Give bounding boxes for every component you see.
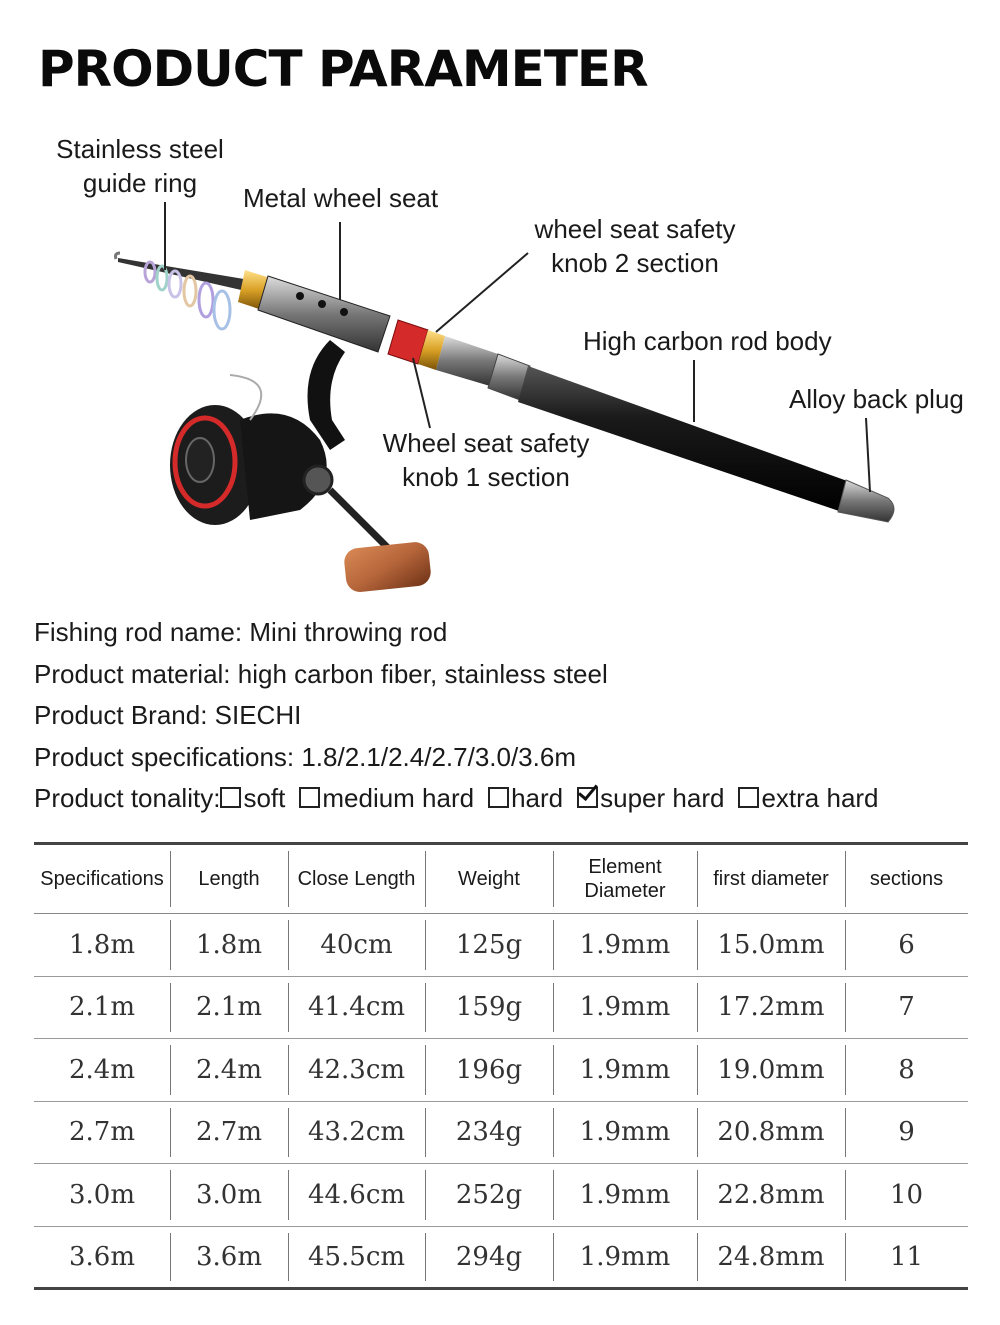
table-cell: 44.6cm — [288, 1164, 425, 1227]
page-title: PRODUCT PARAMETER — [38, 40, 648, 98]
table-cell: 252g — [425, 1164, 553, 1227]
table-cell: 2.7m — [170, 1101, 288, 1164]
table-cell: 6 — [845, 914, 968, 977]
table-cell: 2.1m — [170, 976, 288, 1039]
front-grip — [258, 276, 390, 352]
table-row — [34, 914, 968, 977]
callout-metal-wheel-seat: Metal wheel seat — [243, 183, 439, 213]
table-cell: 1.8m — [170, 914, 288, 977]
tonality-options — [220, 783, 892, 813]
table-cell: 1.9mm — [553, 1226, 697, 1289]
table-cell: 41.4cm — [288, 976, 425, 1039]
table-cell: 2.7m — [34, 1101, 170, 1164]
table-cell: 19.0mm — [697, 1039, 845, 1102]
tonality-option-label: soft — [243, 783, 286, 813]
table-cell: 40cm — [288, 914, 425, 977]
info-specs: Product specifications: 1.8/2.1/2.4/2.7/3.0/3.6m — [34, 741, 576, 772]
info-tonality — [34, 778, 893, 820]
product-diagram — [0, 120, 1000, 600]
checkbox-icon — [220, 787, 241, 808]
column-header: first diameter — [697, 844, 845, 914]
tonality-option — [577, 783, 724, 813]
checkbox-icon — [738, 787, 759, 808]
table-cell: 3.0m — [170, 1164, 288, 1227]
table-row — [34, 1164, 968, 1227]
table-cell: 8 — [845, 1039, 968, 1102]
product-info — [34, 612, 893, 820]
table-cell: 42.3cm — [288, 1039, 425, 1102]
info-material: Product material: high carbon fiber, stainless steel — [34, 658, 608, 689]
table-row — [34, 1226, 968, 1289]
table-cell: 3.6m — [170, 1226, 288, 1289]
table-cell: 1.8m — [34, 914, 170, 977]
table-cell: 24.8mm — [697, 1226, 845, 1289]
tonality-option — [220, 783, 285, 813]
column-header: Weight — [425, 844, 553, 914]
table-cell: 2.1m — [34, 976, 170, 1039]
table-body — [34, 914, 968, 1289]
tonality-option — [299, 783, 474, 813]
callout-knob-2: wheel seat safety knob 2 section — [534, 214, 736, 278]
rod-tip — [116, 253, 251, 292]
table-cell: 3.6m — [68, 1241, 135, 1272]
table-row — [34, 976, 968, 1039]
callout-rod-body: High carbon rod body — [583, 326, 832, 356]
column-header: sections — [845, 844, 968, 914]
tonality-option-label: medium hard — [322, 783, 475, 813]
table-cell: 3.0m — [34, 1164, 170, 1227]
table-cell: 1.9mm — [553, 976, 697, 1039]
table-cell: 196g — [425, 1039, 553, 1102]
table-cell: 125g — [425, 914, 553, 977]
back-plug-icon — [838, 480, 894, 522]
column-header: Element Diameter — [553, 844, 697, 914]
callout-knob-1: Wheel seat safety knob 1 section — [382, 428, 590, 492]
table-cell: 159g — [425, 976, 553, 1039]
table-cell: 22.8mm — [697, 1164, 845, 1227]
table-cell: 15.0mm — [697, 914, 845, 977]
table-cell: 1.9mm — [553, 914, 697, 977]
table-row — [34, 1101, 968, 1164]
table-row — [34, 1039, 968, 1102]
table-cell: 1.9mm — [553, 1164, 697, 1227]
checked-box-icon — [577, 787, 598, 808]
table-cell: 1.9mm — [553, 1101, 697, 1164]
checkbox-icon — [488, 787, 509, 808]
table-header-row — [34, 844, 968, 914]
table-cell: 1.9mm — [553, 1039, 697, 1102]
column-header: Specifications — [34, 844, 170, 914]
callout-back-plug: Alloy back plug — [789, 384, 964, 414]
table-cell: 20.8mm — [697, 1101, 845, 1164]
tonality-option-label: super hard — [600, 783, 725, 813]
tonality-label: Product tonality: — [34, 783, 221, 813]
column-header: Length — [170, 844, 288, 914]
table-cell: 234g — [425, 1101, 553, 1164]
table-cell: 10 — [845, 1164, 968, 1227]
tonality-option-label: hard — [511, 783, 564, 813]
table-cell: 45.5cm — [288, 1226, 425, 1289]
table-cell: 2.4m — [34, 1039, 170, 1102]
checkbox-icon — [299, 787, 320, 808]
threaded-seat — [436, 336, 498, 386]
table-cell: 294g — [425, 1226, 553, 1289]
table-cell: 2.4m — [170, 1039, 288, 1102]
table-cell: 17.2mm — [697, 976, 845, 1039]
info-brand: Product Brand: SIECHI — [34, 700, 302, 730]
info-name: Fishing rod name: Mini throwing rod — [34, 617, 448, 647]
column-header: Close Length — [288, 844, 425, 914]
table-cell: 7 — [845, 976, 968, 1039]
tonality-option-label: extra hard — [761, 783, 879, 813]
tonality-option — [738, 783, 878, 813]
tonality-option — [488, 783, 563, 813]
table-cell: 43.2cm — [288, 1101, 425, 1164]
spec-table — [34, 842, 968, 1290]
callout-guide-ring: Stainless steel guide ring — [56, 134, 224, 198]
table-cell: 11 — [845, 1226, 968, 1289]
table-cell: 9 — [845, 1101, 968, 1164]
